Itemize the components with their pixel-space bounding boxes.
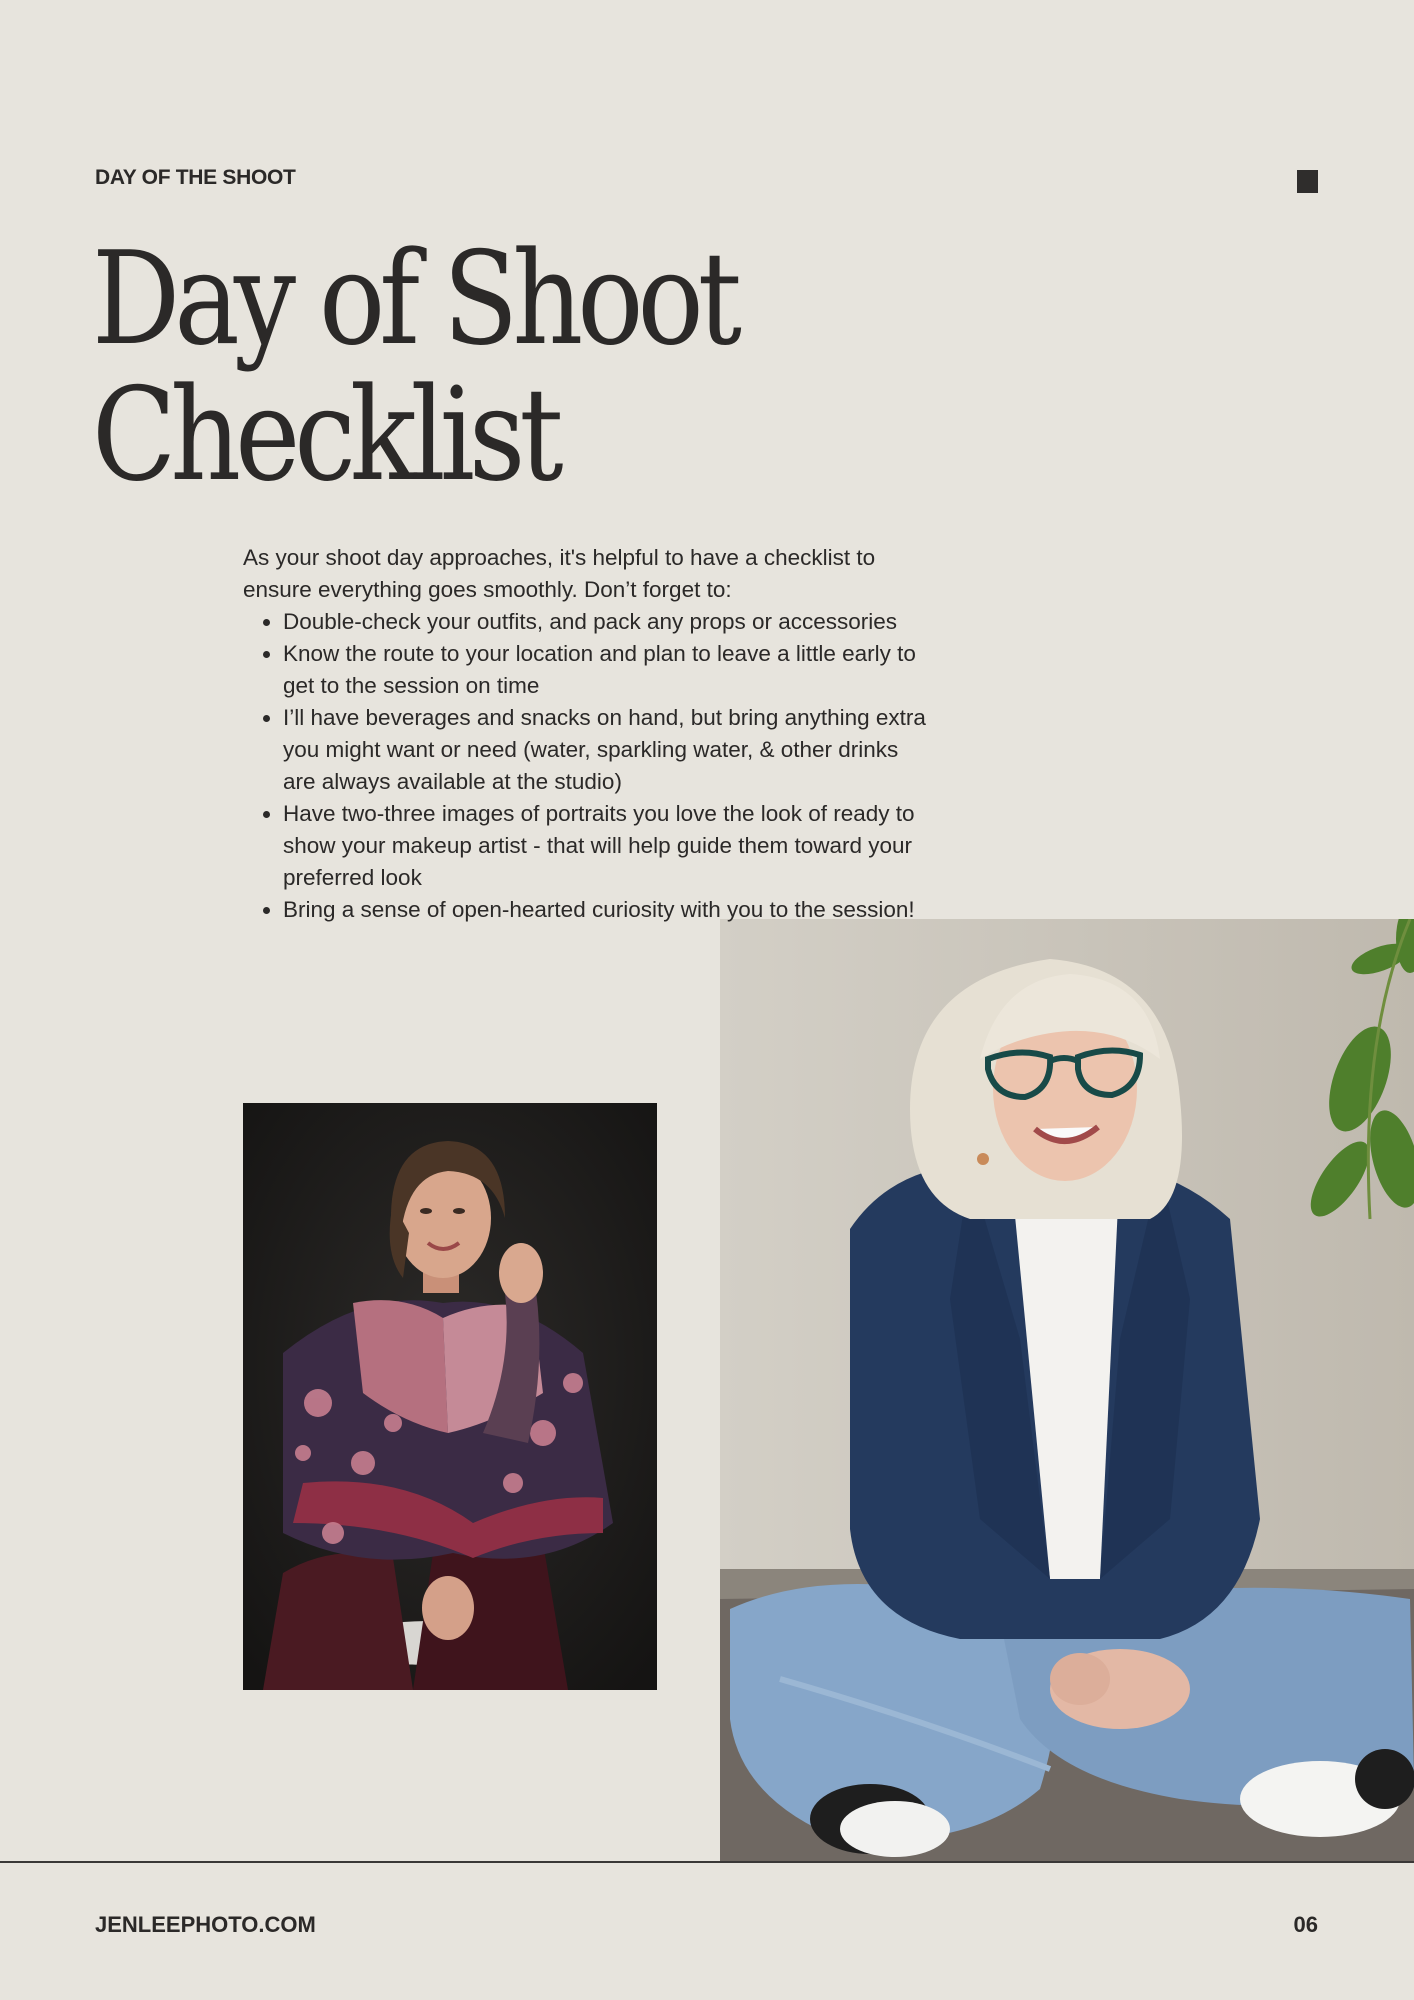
checklist-item: • I’ll have beverages and snacks on hand, but bring anything extra you might want or need (water, sparkling water, & other drinks are always available at the studio) [283,702,933,798]
footer-divider [0,1861,1414,1863]
checklist-item: • Bring a sense of open-hearted curiosity with you to the session! [283,894,933,926]
page-number: 06 [1293,1912,1318,1937]
page-title-line-1: Day of Shoot [92,225,736,374]
footer-website: JENLEEPHOTO.COM [95,1912,316,1937]
checklist-body [243,542,933,926]
section-eyebrow: DAY OF THE SHOOT [95,166,296,189]
checklist-intro: As your shoot day approaches, it's helpful to have a checklist to ensure everything goes smoothly. Don’t forget to: [243,545,876,602]
checklist-item: • Double-check your outfits, and pack any props or accessories [283,606,933,638]
portrait-photo-right [720,919,1414,1861]
checklist-item: • Have two-three images of portraits you love the look of ready to show your makeup artist - that will help guide them toward your preferred look [283,798,933,894]
portrait-photo-left [243,1103,657,1690]
portrait-illustration-right [720,919,1414,1861]
page-title [92,225,866,510]
checklist-list [243,606,933,926]
decorative-square [1297,170,1318,193]
checklist-item: • Know the route to your location and plan to leave a little early to get to the session on time [283,638,933,702]
portrait-illustration-left [243,1103,657,1690]
page-title-line-2: Checklist [92,361,558,510]
